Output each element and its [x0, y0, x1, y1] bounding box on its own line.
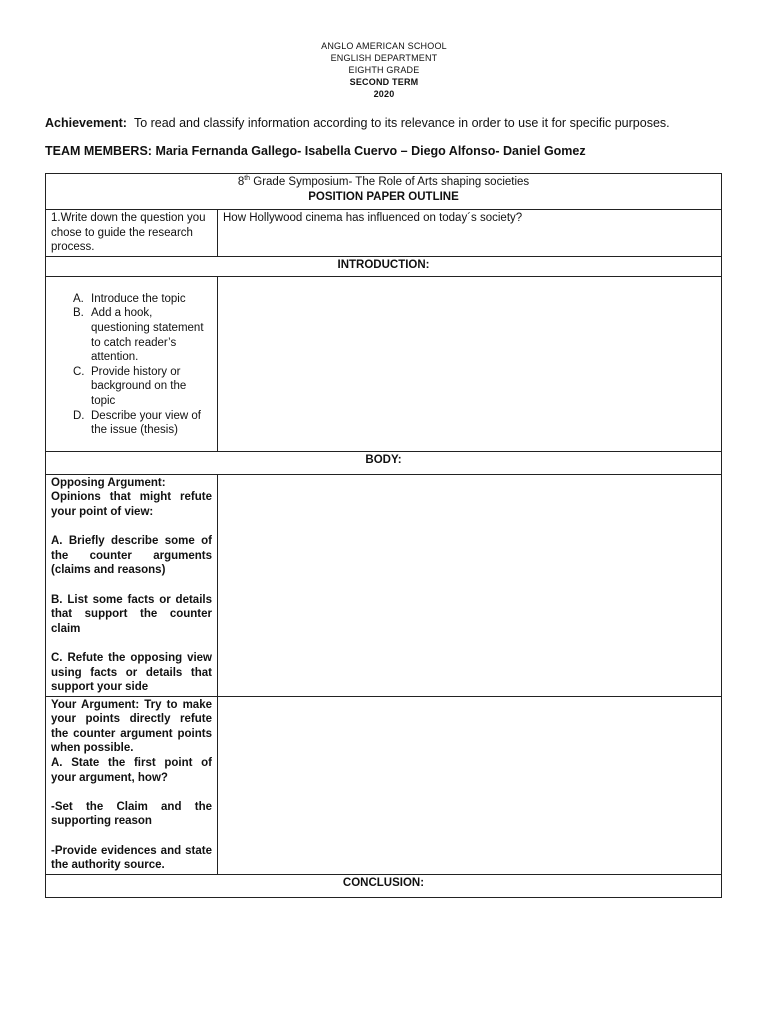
question-row — [46, 210, 722, 257]
opposing-argument-row — [46, 474, 722, 696]
symposium-title — [51, 175, 716, 190]
body-heading: BODY: — [46, 451, 722, 474]
outline-subtitle: POSITION PAPER OUTLINE — [308, 190, 459, 203]
intro-list — [51, 292, 212, 438]
title-superscript: th — [244, 175, 251, 183]
team-label: TEAM MEMBERS: — [45, 144, 152, 158]
your-argument-answer[interactable] — [218, 696, 722, 874]
opposing-point-a: A. Briefly describe some of the counter arguments (claims and reasons) — [51, 535, 212, 577]
your-argument-evidence: -Provide evidences and state the authority source. — [51, 844, 212, 872]
department-name: ENGLISH DEPARTMENT — [330, 53, 438, 63]
question-prompt: 1.Write down the question you chose to guide the research process. — [46, 210, 218, 257]
opposing-label: Opposing Argument: — [51, 476, 166, 489]
title-row — [46, 174, 722, 210]
your-argument-label: Your Argument: — [51, 698, 140, 711]
your-argument-guide — [46, 696, 218, 874]
introduction-guide — [46, 276, 218, 451]
title-number: 8 — [237, 176, 245, 188]
opposing-intro: Opinions that might refute your point of view: — [51, 491, 212, 518]
achievement-statement — [45, 116, 735, 131]
body-heading-row — [46, 451, 722, 474]
grade-name: EIGHTH GRADE — [348, 65, 420, 75]
introduction-answer[interactable] — [218, 276, 722, 451]
team-names: Maria Fernanda Gallego- Isabella Cuervo – Diego Alfonso- Daniel Gomez — [155, 144, 586, 158]
conclusion-heading-row — [46, 874, 722, 897]
title-cell — [46, 174, 722, 210]
school-name: ANGLO AMERICAN SCHOOL — [321, 41, 447, 51]
introduction-heading-row — [46, 256, 722, 276]
your-argument-claim: -Set the Claim and the supporting reason — [51, 800, 212, 828]
your-argument-point-a: A. State the first point of your argument, how? — [51, 757, 212, 784]
achievement-label: Achievement: — [45, 116, 127, 130]
opposing-point-b: B. List some facts or details that support the counter claim — [51, 593, 212, 635]
position-paper-outline-table — [45, 173, 722, 898]
opposing-argument-guide — [46, 474, 218, 696]
list-item: D. Describe your view of the issue (thesis) — [73, 409, 201, 437]
your-argument-intro: Try to make your points directly refute the counter argument points when possible. — [51, 698, 212, 755]
school-header — [0, 40, 768, 100]
list-item: B. Add a hook, questioning statement to catch reader’s attention. — [73, 307, 204, 364]
opposing-argument-answer[interactable] — [218, 474, 722, 696]
conclusion-heading: CONCLUSION: — [46, 874, 722, 897]
question-answer[interactable]: How Hollywood cinema has influenced on today´s society? — [218, 210, 722, 257]
opposing-point-c: C. Refute the opposing view using facts or details that support your side — [51, 651, 212, 694]
achievement-text: To read and classify information according to its relevance in order to use it for specific purposes. — [133, 116, 670, 130]
introduction-heading: INTRODUCTION: — [46, 256, 722, 276]
list-item: A. Introduce the topic — [73, 292, 186, 305]
your-argument-row — [46, 696, 722, 874]
year: 2020 — [373, 89, 395, 99]
title-text: Grade Symposium- The Role of Arts shaping societies — [250, 176, 530, 188]
team-members — [45, 144, 735, 159]
list-item: C. Provide history or background on the topic — [73, 365, 187, 407]
term-name: SECOND TERM — [349, 77, 419, 87]
introduction-row — [46, 276, 722, 451]
